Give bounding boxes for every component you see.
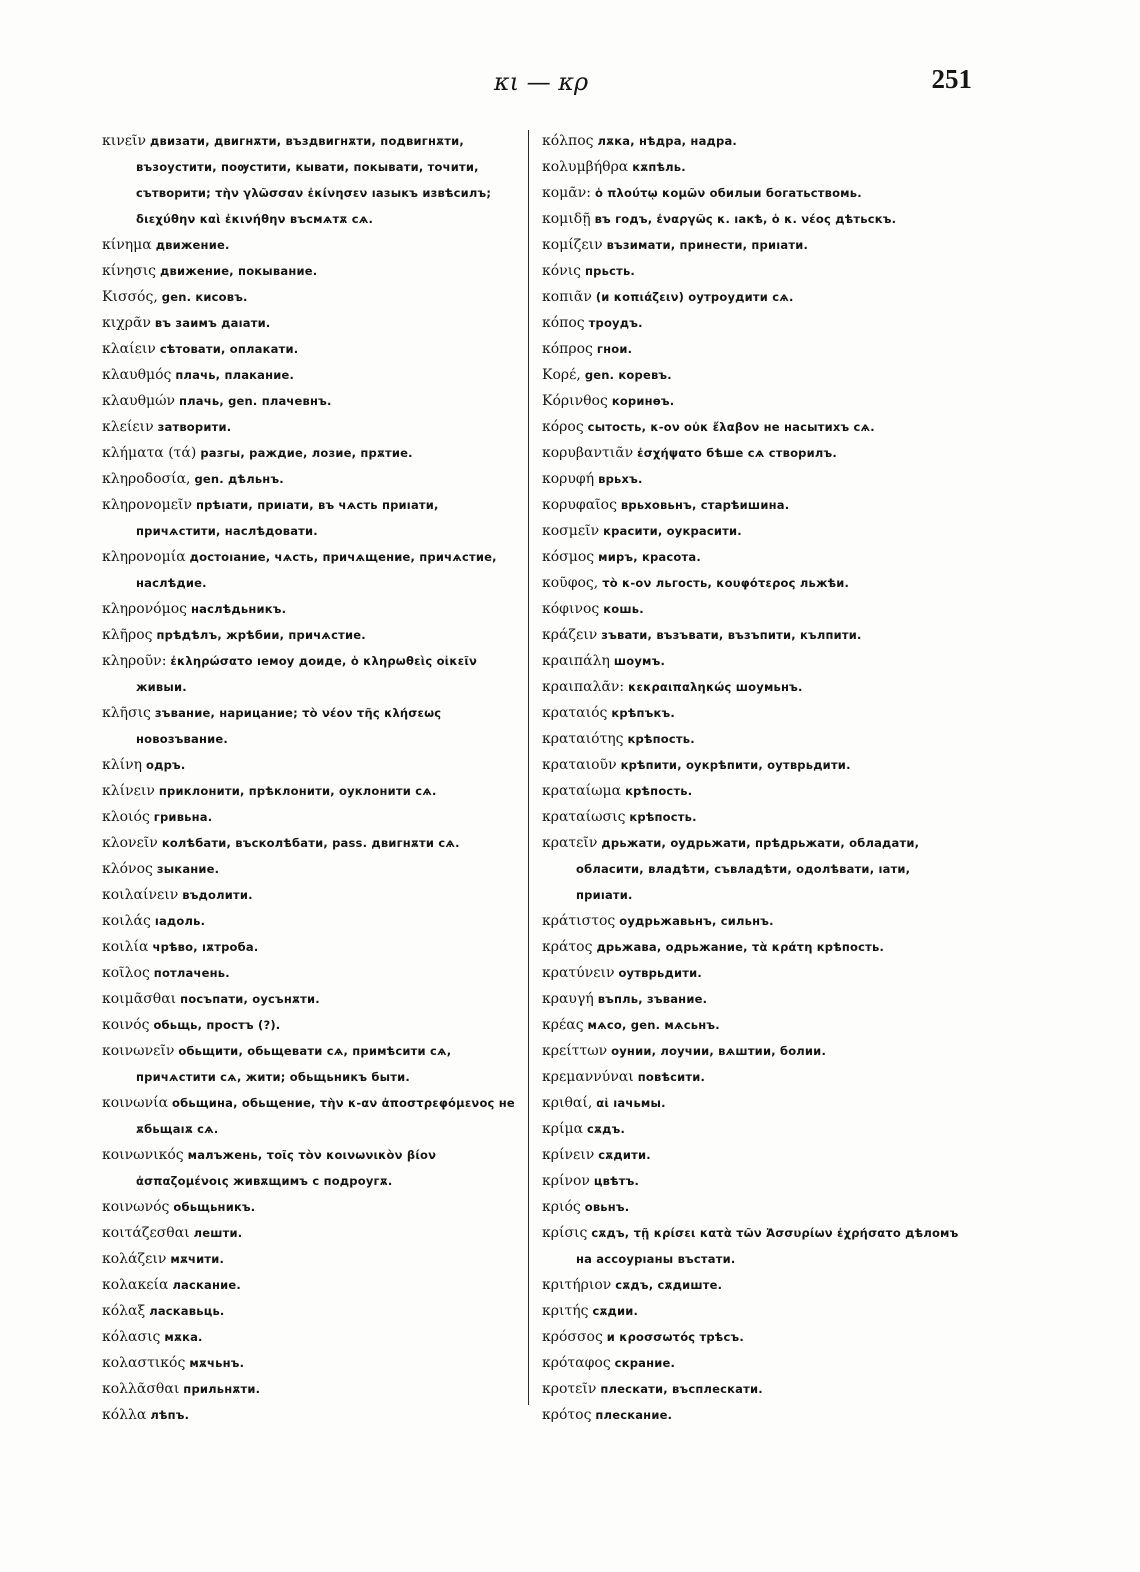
headword: κόνις xyxy=(542,263,582,279)
definition: красити, оукрасити. xyxy=(603,524,742,538)
definition: движение. xyxy=(155,238,230,252)
definition: мѧсо, gen. мѧсьнъ. xyxy=(587,1018,720,1032)
headword: κιχρᾶν xyxy=(102,315,151,331)
headword: κραταιός xyxy=(542,705,608,721)
definition: потлачень. xyxy=(153,966,230,980)
dictionary-entry xyxy=(542,674,970,700)
dictionary-entry xyxy=(102,778,522,804)
headword: κοιμᾶσθαι xyxy=(102,991,177,1007)
definition: обьщина, обьщение, τὴν κ-αν ἀποστρεφόμενος не ѫбьщаıѫ сѧ. xyxy=(136,1096,515,1136)
dictionary-entry xyxy=(542,1272,970,1298)
headword: κόπρος xyxy=(542,341,593,357)
headword: κοιλία xyxy=(102,939,149,955)
definition: лѫка, нѣдра, надра. xyxy=(597,134,737,148)
definition: затворити. xyxy=(157,420,232,434)
dictionary-entry xyxy=(542,726,970,752)
headword: κρότος xyxy=(542,1407,592,1423)
headword: κραυγή xyxy=(542,991,594,1007)
definition: крѣпость. xyxy=(625,784,693,798)
headword: κλῆρος xyxy=(102,627,153,643)
headword: κρατύνειν xyxy=(542,965,615,981)
dictionary-entry xyxy=(542,180,970,206)
definition: сѫдъ. xyxy=(587,1122,626,1136)
headword: κλίνειν xyxy=(102,783,155,799)
dictionary-entry xyxy=(542,1376,970,1402)
headword: κληρονόμος xyxy=(102,601,187,617)
headword: κράτιστος xyxy=(542,913,616,929)
definition: овьнъ. xyxy=(584,1200,630,1214)
dictionary-entry xyxy=(102,1402,522,1428)
definition: gen. дѣльнъ. xyxy=(194,472,284,486)
dictionary-entry xyxy=(542,752,970,778)
dictionary-entry xyxy=(542,206,970,232)
headword: κοινωνός xyxy=(102,1199,170,1215)
dictionary-entry xyxy=(542,1350,970,1376)
definition: въ годъ, ἐναργῶς κ. ıакѣ, ὁ κ. νέος дѣтьскъ. xyxy=(594,212,897,226)
headword: κρόταφος xyxy=(542,1355,611,1371)
headword: κομιδῇ xyxy=(542,211,591,227)
dictionary-entry xyxy=(542,362,970,388)
headword: κοῦφος, xyxy=(542,575,599,591)
headword: κρεμαννύναι xyxy=(542,1069,634,1085)
dictionary-entry xyxy=(542,544,970,570)
headword: κοπιᾶν xyxy=(542,289,592,305)
dictionary-entry xyxy=(102,830,522,856)
dictionary-entry xyxy=(102,388,522,414)
definition: врьховьнъ, старѣишина. xyxy=(620,498,790,512)
definition: колѣбати, въсколѣбати, pass. двигнѫти сѧ. xyxy=(161,836,460,850)
dictionary-entry xyxy=(102,1298,522,1324)
page-number: 251 xyxy=(931,64,972,94)
definition: ὁ πλούτῳ κομῶν обилыи богатьствомь. xyxy=(594,186,862,200)
headword: κραταιοῦν xyxy=(542,757,617,773)
headword: κορυφαῖος xyxy=(542,497,617,513)
dictionary-entry xyxy=(102,440,522,466)
definition: коринѳъ. xyxy=(611,394,675,408)
dictionary-entry xyxy=(102,596,522,622)
headword: κόσμος xyxy=(542,549,595,565)
dictionary-entry xyxy=(542,596,970,622)
dictionary-entry xyxy=(542,648,970,674)
dictionary-entry xyxy=(102,882,522,908)
headword: κληρονομεῖν xyxy=(102,497,192,513)
headword: κλοιός xyxy=(102,809,150,825)
headword: κρέας xyxy=(542,1017,584,1033)
headword: κλαυθμών xyxy=(102,393,176,409)
headword: κραταίωμα xyxy=(542,783,622,799)
dictionary-entry xyxy=(542,518,970,544)
dictionary-entry xyxy=(542,960,970,986)
headword: κριτής xyxy=(542,1303,589,1319)
headword: κοινός xyxy=(102,1017,150,1033)
dictionary-entry xyxy=(542,830,970,908)
dictionary-entry xyxy=(102,1324,522,1350)
headword: κολάζειν xyxy=(102,1251,167,1267)
headword: κραταίωσις xyxy=(542,809,626,825)
definition: плачь, gen. плачевнъ. xyxy=(179,394,332,408)
definition: крѣпити, оукрѣпити, оутврьдити. xyxy=(620,758,851,772)
dictionary-entry xyxy=(542,986,970,1012)
headword: κληροῦν: xyxy=(102,653,167,669)
dictionary-entry xyxy=(542,1220,970,1272)
definition: зъвати, възъвати, възъпити, кълпити. xyxy=(601,628,862,642)
definition: движение, покывание. xyxy=(160,264,318,278)
dictionary-entry xyxy=(542,128,970,154)
definition: сѫдии. xyxy=(592,1304,639,1318)
dictionary-entry xyxy=(542,908,970,934)
dictionary-entry xyxy=(102,284,522,310)
definition: оудрьжавьнъ, сильнъ. xyxy=(619,914,774,928)
headword: κοινωνικός xyxy=(102,1147,184,1163)
dictionary-entry xyxy=(102,752,522,778)
dictionary-entry xyxy=(542,310,970,336)
headword: κοινωνία xyxy=(102,1095,169,1111)
definition: τὸ κ-ον льгость, κουφότερος льжѣи. xyxy=(602,576,850,590)
definition: разгы, раждие, лозие, прѫтие. xyxy=(200,446,413,460)
dictionary-entry xyxy=(102,1142,522,1194)
headword: κοσμεῖν xyxy=(542,523,600,539)
dictionary-entry xyxy=(542,1038,970,1064)
dictionary-entry xyxy=(102,1038,522,1090)
definition: обьщьникъ. xyxy=(173,1200,256,1214)
definition: скрание. xyxy=(614,1356,676,1370)
definition: оунии, лоучии, вѧштии, болии. xyxy=(611,1044,827,1058)
dictionary-entry xyxy=(102,960,522,986)
headword: κρίνον xyxy=(542,1173,590,1189)
dictionary-entry xyxy=(542,1116,970,1142)
dictionary-entry xyxy=(542,154,970,180)
dictionary-entry xyxy=(542,232,970,258)
definition: приклонити, прѣклонити, оуклонити сѧ. xyxy=(158,784,437,798)
dictionary-entry xyxy=(102,1272,522,1298)
headword: κλονεῖν xyxy=(102,835,158,851)
headword: κράζειν xyxy=(542,627,598,643)
definition: врьхъ. xyxy=(598,472,643,486)
dictionary-entry xyxy=(102,986,522,1012)
definition: плескание. xyxy=(595,1408,673,1422)
definition: достоıание, чѧсть, причѧщение, причѧстие, наслѣдие. xyxy=(136,550,497,590)
headword: Κορέ, xyxy=(542,367,581,383)
definition: мѫка. xyxy=(164,1330,203,1344)
definition: ласкавьць. xyxy=(149,1304,225,1318)
definition: мѫчьнъ. xyxy=(189,1356,245,1370)
dictionary-entry xyxy=(542,804,970,830)
dictionary-entry xyxy=(542,466,970,492)
headword: κλείειν xyxy=(102,419,154,435)
dictionary-entry xyxy=(102,1090,522,1142)
dictionary-entry xyxy=(102,700,522,752)
definition: въпль, зъвание. xyxy=(597,992,708,1006)
dictionary-entry xyxy=(102,934,522,960)
headword: κριθαί, xyxy=(542,1095,593,1111)
dictionary-entry xyxy=(102,1012,522,1038)
dictionary-entry xyxy=(102,804,522,830)
definition: гривьна. xyxy=(153,810,213,824)
dictionary-entry xyxy=(102,908,522,934)
definition: двизати, двигнѫти, въздвигнѫти, подвигнѫти, възоустити, поѹстити, кывати, покывати, точити, сътворити; τὴν γλῶσσαν ἐκίνησεν ıазыкъ извѣсилъ; διεχύθην καὶ ἐκινήθην въсмѧтѫ сѧ. xyxy=(136,134,492,226)
headword: κλαυθμός xyxy=(102,367,172,383)
left-column xyxy=(102,128,522,1428)
headword: κλήματα (τά) xyxy=(102,445,197,461)
dictionary-entry xyxy=(542,934,970,960)
dictionary-entry xyxy=(542,700,970,726)
definition: зыкание. xyxy=(156,862,220,876)
headword: κολακεία xyxy=(102,1277,169,1293)
dictionary-entry xyxy=(542,492,970,518)
definition: възимати, принести, приıати. xyxy=(606,238,809,252)
headword: κριτήριον xyxy=(542,1277,612,1293)
headword: κραταιότης xyxy=(542,731,624,747)
dictionary-entry xyxy=(102,128,522,232)
definition: сѫдити. xyxy=(598,1148,651,1162)
dictionary-entry xyxy=(542,622,970,648)
definition: (и κοπιάζειν) оутроудити сѧ. xyxy=(595,290,794,304)
headword: κορυβαντιᾶν xyxy=(542,445,634,461)
headword: κριός xyxy=(542,1199,581,1215)
definition: сытость, κ-ον οὐκ ἔλαβον не насытихъ сѧ. xyxy=(587,420,875,434)
definition: сѫдъ, сѫдиште. xyxy=(615,1278,723,1292)
headword: κόλπος xyxy=(542,133,594,149)
dictionary-entry xyxy=(102,492,522,544)
dictionary-entry xyxy=(542,1298,970,1324)
definition: въдолити. xyxy=(182,888,253,902)
dictionary-entry xyxy=(542,1142,970,1168)
definition: прѣдѣлъ, жрѣбии, причѧстие. xyxy=(156,628,366,642)
dictionary-entry xyxy=(102,856,522,882)
headword: κόρος xyxy=(542,419,584,435)
definition: повѣсити. xyxy=(637,1070,706,1084)
definition: кѫпѣль. xyxy=(632,160,686,174)
definition: въ заимъ даıати. xyxy=(154,316,271,330)
definition: сѣтовати, оплакати. xyxy=(159,342,299,356)
definition: αἱ ıачьмы. xyxy=(596,1096,666,1110)
definition: gen. коревъ. xyxy=(584,368,672,382)
headword: κολαστικός xyxy=(102,1355,186,1371)
dictionary-entry xyxy=(542,1194,970,1220)
dictionary-entry xyxy=(542,414,970,440)
definition: обьщити, обьщевати сѧ, примѣсити сѧ, причѧстити сѧ, жити; обьщьникъ быти. xyxy=(136,1044,452,1084)
headword: κολυμβήθρα xyxy=(542,159,629,175)
headword: κόλασις xyxy=(102,1329,161,1345)
definition: малъжень, τοῖς τὸν κοινωνικὸν βίον ἀσπαζομένοις живѫщимъ с подроугѫ. xyxy=(136,1148,437,1188)
dictionary-entry xyxy=(542,336,970,362)
headword: κράτος xyxy=(542,939,593,955)
headword: κόλλα xyxy=(102,1407,147,1423)
dictionary-entry xyxy=(542,284,970,310)
definition: прѣıати, приıати, въ чѧсть приıати, причѧстити, наслѣдовати. xyxy=(136,498,439,538)
definition: и κροσσωτός трѣсъ. xyxy=(606,1330,744,1344)
headword: κρίμα xyxy=(542,1121,584,1137)
headword: κορυφή xyxy=(542,471,595,487)
dictionary-entry xyxy=(542,1324,970,1350)
dictionary-entry xyxy=(542,1012,970,1038)
headword: κίνημα xyxy=(102,237,152,253)
headword: κόφινος xyxy=(542,601,600,617)
dictionary-entry xyxy=(102,310,522,336)
definition: оутврьдити. xyxy=(618,966,702,980)
headword: κολλᾶσθαι xyxy=(102,1381,180,1397)
definition: чрѣво, ıѫтроба. xyxy=(152,940,259,954)
definition: крѣпость. xyxy=(627,732,695,746)
dictionary-entry xyxy=(542,1064,970,1090)
headword: κοιλαίνειν xyxy=(102,887,179,903)
definition: ἐσχήψατο бѣше сѧ створилъ. xyxy=(637,446,837,460)
headword: κοῖλος xyxy=(102,965,150,981)
definition: обьщь, простъ (?). xyxy=(153,1018,281,1032)
definition: сѫдъ, τῇ κρίσει κατὰ τῶν Ἀσσυρίων ἐχρήσατο дѣломъ на ассоурıаны въстати. xyxy=(576,1226,959,1266)
dictionary-entry xyxy=(102,1350,522,1376)
headword: κοιτάζεσθαι xyxy=(102,1225,190,1241)
definition: посъпати, оусънѫти. xyxy=(180,992,320,1006)
headword: κρίσις xyxy=(542,1225,588,1241)
definition: крѣпость. xyxy=(629,810,697,824)
headword: κροτεῖν xyxy=(542,1381,597,1397)
dictionary-entry xyxy=(542,1402,970,1428)
dictionary-entry xyxy=(542,1090,970,1116)
headword: κληροδοσία, xyxy=(102,471,191,487)
dictionary-entry xyxy=(102,544,522,596)
headword: κλόνος xyxy=(102,861,153,877)
definition: кошь. xyxy=(603,602,644,616)
dictionary-entry xyxy=(542,1168,970,1194)
column-divider xyxy=(528,130,529,1405)
dictionary-entry xyxy=(542,388,970,414)
dictionary-entry xyxy=(102,1246,522,1272)
dictionary-entry xyxy=(542,570,970,596)
dictionary-entry xyxy=(102,414,522,440)
headword: κλίνη xyxy=(102,757,143,773)
running-header: κι — κρ xyxy=(493,68,589,96)
definition: мѫчити. xyxy=(170,1252,225,1266)
headword: κοινωνεῖν xyxy=(102,1043,175,1059)
definition: лѣпъ. xyxy=(150,1408,190,1422)
definition: плескати, въсплескати. xyxy=(600,1382,763,1396)
headword: κρίνειν xyxy=(542,1147,595,1163)
definition: шоумъ. xyxy=(613,654,666,668)
dictionary-entry xyxy=(102,1194,522,1220)
definition: прильнѫти. xyxy=(183,1382,261,1396)
headword: κομίζειν xyxy=(542,237,603,253)
dictionary-entry xyxy=(102,1376,522,1402)
definition: цвѣтъ. xyxy=(593,1174,640,1188)
definition: одръ. xyxy=(146,758,186,772)
dictionary-entry xyxy=(102,258,522,284)
headword: κινεῖν xyxy=(102,133,147,149)
headword: Κισσός, xyxy=(102,289,158,305)
dictionary-entry xyxy=(102,622,522,648)
headword: κομᾶν: xyxy=(542,185,591,201)
dictionary-entry xyxy=(102,362,522,388)
dictionary-entry xyxy=(102,648,522,700)
definition: миръ, красота. xyxy=(598,550,701,564)
definition: гнои. xyxy=(596,342,633,356)
definition: ласкание. xyxy=(172,1278,241,1292)
definition: прьсть. xyxy=(585,264,635,278)
definition: ἐκληρώσατο ıемоу доиде, ὁ κληρωθεὶς οἰκεῖν живыи. xyxy=(136,654,478,694)
definition: плачь, плакание. xyxy=(175,368,295,382)
headword: κληρονομία xyxy=(102,549,186,565)
right-column xyxy=(542,128,970,1428)
dictionary-entry xyxy=(102,336,522,362)
headword: κρατεῖν xyxy=(542,835,598,851)
dictionary-entry xyxy=(542,778,970,804)
definition: ıадоль. xyxy=(154,914,206,928)
dictionary-entry xyxy=(102,232,522,258)
definition: κεκραιπαληκώς шоумьнъ. xyxy=(628,680,803,694)
headword: κρείττων xyxy=(542,1043,608,1059)
headword: κραιπαλᾶν: xyxy=(542,679,625,695)
headword: Κόρινθος xyxy=(542,393,608,409)
headword: κόπος xyxy=(542,315,585,331)
headword: κοιλάς xyxy=(102,913,151,929)
definition: крѣпъкъ. xyxy=(611,706,675,720)
headword: κρόσσος xyxy=(542,1329,603,1345)
dictionary-entry xyxy=(102,1220,522,1246)
headword: κλῆσις xyxy=(102,705,151,721)
dictionary-entry xyxy=(542,440,970,466)
definition: троудъ. xyxy=(588,316,643,330)
dictionary-entry xyxy=(102,466,522,492)
headword: κραιπάλη xyxy=(542,653,610,669)
definition: лешти. xyxy=(193,1226,243,1240)
headword: κίνησις xyxy=(102,263,157,279)
definition: дрьжава, одрьжание, τὰ κράτη крѣпость. xyxy=(596,940,885,954)
headword: κόλαξ xyxy=(102,1303,146,1319)
definition: gen. кисовъ. xyxy=(161,290,248,304)
headword: κλαίειν xyxy=(102,341,156,357)
definition: зъвание, нарицание; τὸ νέον τῆς κλήσεως новозъвание. xyxy=(136,706,442,746)
dictionary-entry xyxy=(542,258,970,284)
definition: наслѣдьникъ. xyxy=(190,602,287,616)
definition: дрьжати, оудрьжати, прѣдрьжати, обладати, обласити, владѣти, съвладѣти, одолѣвати, ıати, приıати. xyxy=(576,836,920,902)
